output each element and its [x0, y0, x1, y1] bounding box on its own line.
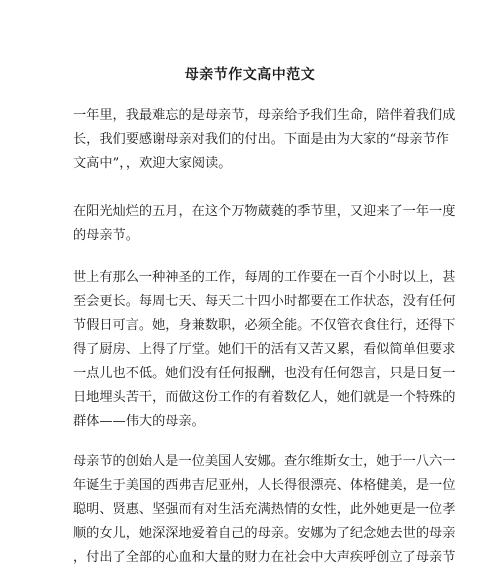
text-line: 至会更长。每周七天、每天二十四小时都要在工作状态，没有任何 [73, 294, 456, 309]
paragraph-may [73, 200, 456, 248]
text-line: 世上有那么一种神圣的工作，每周的工作要在一百个小时以上，甚 [73, 270, 456, 285]
text-line: 文高中”，，欢迎大家阅读。 [73, 156, 232, 171]
text-line: 聪明、贤惠、坚强而有对生活充满热情的女性，此外她更是一位孝 [73, 502, 456, 517]
paragraph-work [73, 266, 456, 434]
text-line: 得了厨房、上得了厅堂。她们干的活有又苦又累，看似简单但要求 [73, 342, 456, 357]
text-line: 一点儿也不低。她们没有任何报酬，也没有任何怨言，只是日复一 [73, 366, 456, 381]
text-line: 在阳光灿烂的五月，在这个万物葳蕤的季节里，又迎来了一年一度 [73, 204, 456, 219]
text-line: 节假日可言。她，身兼数职，必须全能。不仅管衣食住行，还得下 [73, 318, 456, 333]
text-line: 群体——伟大的母亲。 [73, 414, 205, 429]
paragraph-intro [73, 104, 456, 176]
text-line: 日地埋头苦干，而做这份工作的有着数亿人，她们就是一个特殊的 [73, 390, 456, 405]
text-line: ，付出了全部的心血和大量的财力在社会中大声疾呼创立了母亲节 [73, 550, 456, 565]
text-line: 长，我们要感谢母亲对我们的付出。下面是由为大家的“母亲节作 [73, 132, 449, 147]
document-title: 母亲节作文高中范文 [184, 67, 316, 83]
text-line: 年诞生于美国的西弗吉尼亚州，人长得很漂亮、体格健美，是一位 [73, 478, 456, 493]
paragraph-founder [73, 450, 456, 566]
text-line: 的母亲节。 [73, 228, 139, 243]
text-line: 一年里，我最难忘的是母亲节，母亲给予我们生命，陪伴着我们成 [73, 108, 456, 123]
text-line: 母亲节的创始人是一位美国人安娜。查尔维斯女士，她于一八六一 [73, 454, 456, 469]
text-line: 顺的女儿，她深深地爱着自己的母亲。安娜为了纪念她去世的母亲 [73, 526, 456, 541]
